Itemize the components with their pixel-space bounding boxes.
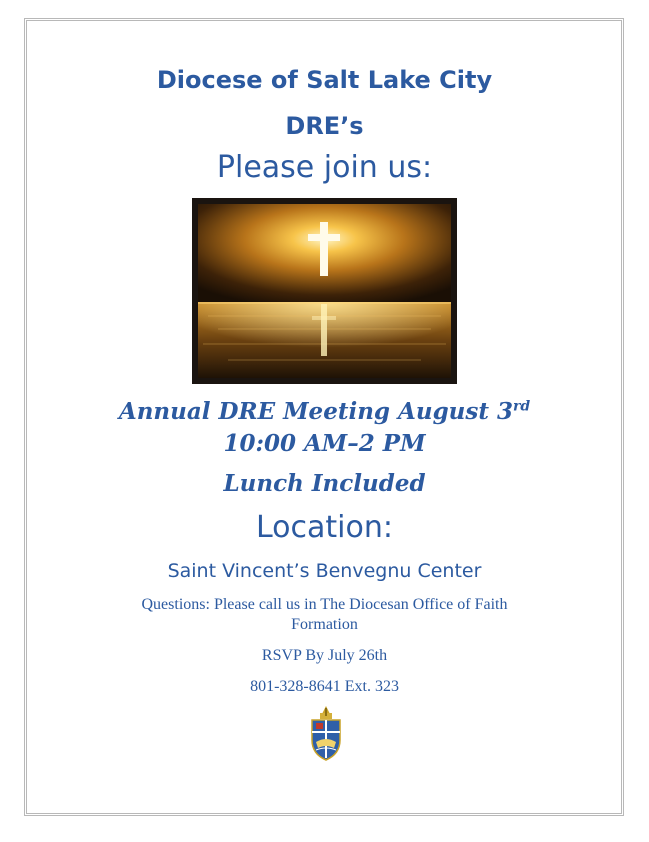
phone-number: 801-328-8641 Ext. 323	[250, 678, 399, 695]
meeting-heading: Annual DRE Meeting August 3rd	[118, 398, 531, 425]
cross-photo	[192, 198, 457, 384]
invite-heading: Please join us:	[216, 150, 433, 185]
location-heading: Location:	[256, 510, 393, 545]
flyer-title: Diocese of Salt Lake City	[156, 66, 493, 94]
venue-name: Saint Vincent’s Benvegnu Center	[167, 560, 482, 582]
rsvp-text: RSVP By July 26th	[261, 647, 388, 664]
diocese-crest-icon	[306, 704, 346, 764]
cross-over-water-image	[198, 204, 451, 378]
flyer-subtitle: DRE’s	[285, 112, 364, 140]
questions-text: Questions: Please call us in The Diocesan Office of Faith Formation	[141, 596, 508, 633]
meeting-time: 10:00 AM–2 PM	[223, 430, 426, 457]
lunch-note: Lunch Included	[223, 470, 426, 497]
